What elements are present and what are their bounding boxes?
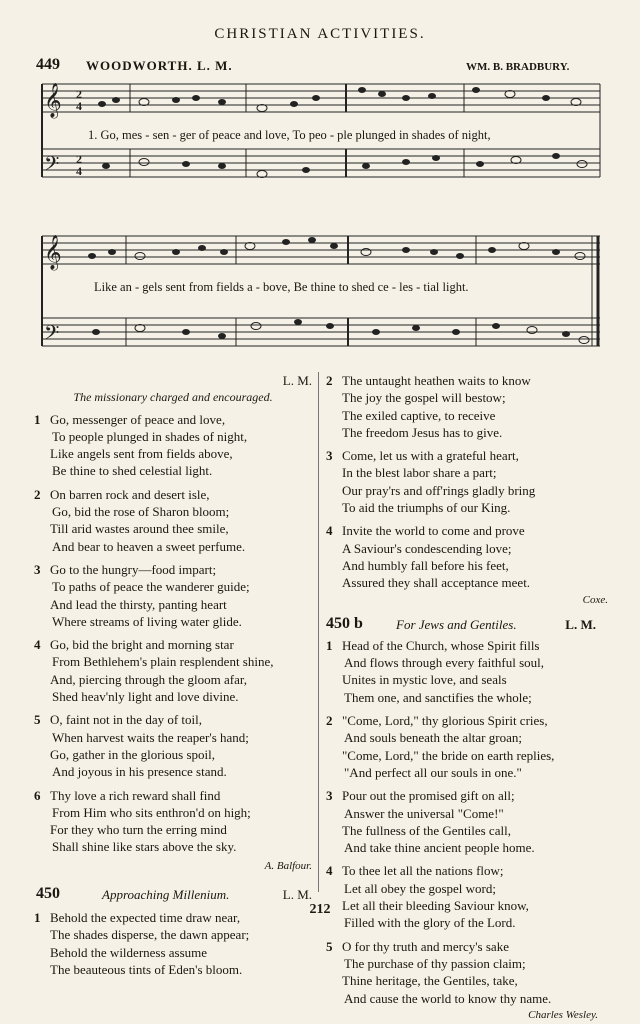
hymn450-verse: 4 Invite the world to come and prove A Saviour's condescending love; And humbly fall before his feet, Assured they shall acceptance meet.	[326, 523, 531, 591]
svg-text:2: 2	[76, 152, 82, 166]
hymn449-subtitle: The missionary charged and encouraged.	[73, 390, 273, 405]
left-column	[34, 372, 312, 978]
hymn449-meter: L. M.	[282, 373, 312, 388]
svg-text:𝄞: 𝄞	[44, 84, 62, 117]
hymn450b-header: 450 b For Jews and Gentiles. L. M.	[326, 614, 596, 632]
column-divider	[318, 372, 319, 892]
page-number: 212	[309, 902, 331, 917]
tune-lyric-line-2: Like an - gels sent from fields a - bove, Be thine to shed ce - les - tial light.	[94, 280, 469, 294]
music-system-2	[36, 222, 606, 372]
hymn450-header: 450 Approaching Millenium. L. M.	[36, 885, 312, 903]
tune-number: 449	[36, 56, 60, 73]
hymn450b-verse: 2 "Come, Lord," thy glorious Spirit cries, And souls beneath the altar groan; "Come, Lord," the bride on earth replies, "And perfect all our souls in one."	[326, 713, 555, 780]
svg-text:4: 4	[76, 99, 82, 113]
tune-name: WOODWORTH. L. M.	[86, 58, 233, 73]
hymn450-verse: 1 Behold the expected time draw near, The shades disperse, the dawn appear; Behold the wilderness assume The beauteous tints of Eden's bloom.	[34, 910, 250, 977]
svg-text:𝄢: 𝄢	[44, 154, 60, 180]
hymn450-author: Coxe.	[582, 593, 608, 606]
svg-text:𝄞: 𝄞	[44, 236, 62, 269]
hymn449-verse: 3 Go to the hungry—food impart; To paths of peace the wanderer guide; And lead the thirsty, panting heart Where streams of living water glide.	[34, 561, 250, 629]
hymn450-verse: 3 Come, let us with a grateful heart, In the blest labor share a part; Our pray'rs and off'rings gladly bring To aid the triumphs of our King.	[326, 448, 536, 516]
hymn449-verse: 2 On barren rock and desert isle, Go, bid the rose of Sharon bloom; Till arid wastes around thee smile, And bear to heaven a sweet perfume.	[34, 486, 246, 554]
page-header: CHRISTIAN ACTIVITIES.	[214, 26, 426, 42]
hymn449-verse: 6 Thy love a rich reward shall find From Him who sits enthron'd on high; For they who turn the erring mind Shall shine like stars above the sky.	[34, 787, 251, 855]
tune-composer: WM. B. BRADBURY.	[466, 61, 570, 73]
right-column	[326, 372, 608, 1024]
hymn449-verse: 1 Go, messenger of peace and love, To people plunged in shades of night, Like angels sent from fields above, Be thine to shed celestial light.	[34, 411, 248, 479]
hymn449-verse: 5 O, faint not in the day of toil, When harvest waits the reaper's hand; Go, gather in the glorious spoil, And joyous in his presence stand.	[34, 712, 249, 780]
hymn450b-verse: 3 Pour out the promised gift on all; Answer the universal "Come!" The fullness of the Gentiles call, And take thine ancient people home.	[326, 788, 535, 856]
hymn449-author: A. Balfour.	[264, 859, 312, 872]
svg-text:2: 2	[76, 87, 82, 101]
tune-lyric-line-1: 1. Go, mes - sen - ger of peace and love, To peo - ple plunged in shades of night,	[88, 128, 491, 142]
hymn450b-verse: 1 Head of the Church, whose Spirit fills And flows through every faithful soul, Unites in mystic love, and seals Them one, and sanctifies the whole;	[326, 637, 545, 705]
svg-text:4: 4	[76, 164, 82, 178]
hymn450b-author: Charles Wesley.	[528, 1008, 598, 1021]
hymn450-verse: 2 The untaught heathen waits to know The joy the gospel will bestow; The exiled captive, to receive The freedom Jesus has to give.	[326, 373, 531, 440]
hymn449-verse: 4 Go, bid the bright and morning star From Bethlehem's plain resplendent shine, And, piercing through the gloom afar, Shed heav'nly light and love divine.	[34, 637, 274, 705]
svg-text:𝄢: 𝄢	[44, 323, 60, 349]
hymn450b-verse: 5 O for thy truth and mercy's sake The purchase of thy passion claim; Thine heritage, the Gentiles, take, And cause the world to know thy name.	[326, 938, 552, 1006]
hymn450b-verse: 4 To thee let all the nations flow; Let all obey the gospel word; Let all their bleeding Saviour know, Filled with the glory of the Lord.	[326, 863, 529, 931]
